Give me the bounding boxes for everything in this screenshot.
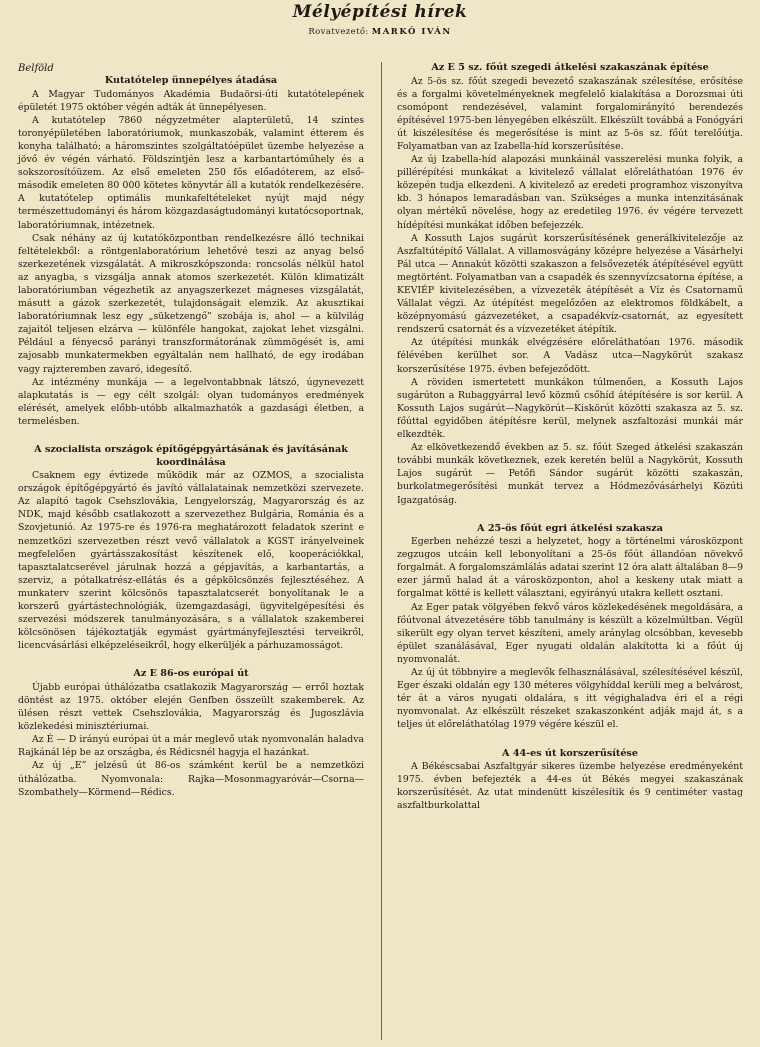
article-heading: Az E 86-os európai út [133,668,249,680]
editor-label: Rovatvezető: [308,27,369,37]
article-paragraph: Az új „E” jelzésű út 86-os számként kerül be a nemzetközi úthálózatba. Nyomvonala: Rajka—Mosonmagyaróvár—Csorna—Szombathely—Körmend—Rédics. [18,760,364,798]
article-paragraph: A Magyar Tudományos Akadémia Budaörsi-úti kutatótelepének épületét 1975 október végén adták át ünnepélyesen. [18,88,364,113]
article-kutatotelep [18,75,364,428]
article-paragraph: Az új út többnyire a meglevők felhasználásával, szélesítésével készül, Eger északi oldalán egy 130 méteres völgyhíddal kerüli meg a belvárost, tér át a város nyugati oldalára, s itt végighaladva éri el a régi nyomvonalat. Az elkészült részeket szakaszonként adják majd át, s a teljes út előreláthatólag 1979 végére készül el. [397,667,743,731]
article-paragraph: Az Eger patak völgyében fekvő város közlekedésének megoldására, a főútvonal átvezetésére több tanulmány is készült a közelmúltban. Végül sikerült egy olyan tervet készíteni, amely aránylag olcsóbban, kevesebb épület szanálásával, Eger nyugati oldalán alakította ki a főút új nyomvonalát. [397,601,743,665]
article-heading: Kutatótelep ünnepélyes átadása [104,75,278,87]
article-paragraph: A kutatótelep 7860 négyzetméter alapterületű, 14 szintes toronyépületében laboratóriumok, munkaszobák, valamint étterem és konyha található; a háromszintes szolgáltatóépület üzembe helyezése a jövő év végén várható. Földszintjén lesz a karbantartóműhely és a sokszorosítóüzem. Az első emeleten 250 fős előadóterem, az első-második emeleten 80 000 kötetes könyvtár áll a kutatók rendelkezésére. A kutatótelep optimális munkafeltételeket nyújt majd négy természettudományi és három közgazdaságtudományi kutatócsoportnak, laboratóriumnak, intézetnek. [18,114,364,231]
article-paragraph: A röviden ismertetett munkákon túlmenően, a Kossuth Lajos sugárúton a Rubaggyárral levő közmű csőhíd átépítésére is sor kerül. A Kossuth Lajos sugárút—Nagykörút—Kiskörút közötti szakasza az 5. sz. főúttal egyidőben átépítésre kerül, melynek aszfaltozási munkái már elkezdték. [397,376,743,441]
editor-name: MARKÓ IVÁN [371,27,452,37]
right-column [397,62,743,812]
article-paragraph: Az É — D irányú európai út a már meglevő utak nyomvonalán haladva Rajkánál lép be az országba, és Rédicsnél hagyja el hazánkat. [18,734,364,759]
article-paragraph: Újabb európai úthálózatba csatlakozik Magyarország — erről hoztak döntést az 1975. október elején Genfben összeült szakemberek. Az ülésen részt vettek Csehszlovákia, Magyarország és Jugoszlávia közlekedési minisztériumai. [18,681,364,733]
article-paragraph: Egerben nehézzé teszi a helyzetet, hogy a történelmi városközpont zegzugos utcáin kell lebonyolítani a 25-ös főút állandóan növekvő forgalmát. A forgalomszámlálás adatai szerint 12 óra alatt általában 8—9 ezer jármű halad át a városközponton, ahol a keskeny utak miatt a forgalmat kötté is kellett választani, egyirányú utakra kellett osztani. [397,536,743,600]
article-e5-szeged [397,62,743,507]
article-paragraph: Csak néhány az új kutatóközpontban rendelkezésre álló technikai feltételekből: a röntgenlaboratórium lehetővé teszi az anyag belső szerkezetének vizsgálatát. A mikroszkópszonda: roncsolás nélkül hatol az anyagba, s vizsgálja annak atomos szerkezetét. Külön klimatizált laboratóriumban végezhetik az anyagszerkezet mágneses vizsgálatát, másutt a gázok szerkezetét, tulajdonságait elemzik. Az akusztikai laboratóriumnak lesz egy „süketzengő” szobája is, ahol — a külvilág zajaitól teljesen elzárva — különféle hangokat, zajokat lehet vizsgálni. Például a fényecső parányi transzformátorának zümmögését is, ami zajosabb munkatermekben egyáltalán nem hallható, de egy irodában vagy rajzteremben zavaró, idegesítő. [18,232,364,375]
left-column [18,62,364,799]
page-title: Mélyépítési hírek [292,2,468,22]
article-e86 [18,668,364,798]
article-44 [397,748,743,813]
masthead [0,2,760,37]
section-label: Belföld [18,63,54,74]
article-paragraph: Az 5-ös sz. főút szegedi bevezető szakaszának szélesítése, erősítése és a forgalmi követelményeknek megfelelő kialakítása a Dorozsmai úti csomópont rendezésével, valamint forgalomirányító berendezés építésével 1975-ben lényegében elkészült. Elkészült továbbá a Fonógyári út kiszélesítése és megerősítése is mint az 5-ös sz. főút terelőútja. Folyamatban van az Izabella-híd korszerűsítése. [397,75,743,152]
article-paragraph: Az új Izabella-híd alapozási munkáinál vasszerelési munka folyik, a pillérépítési munkákat a kivitelező vállalat előreláthatóan 1976 év közepén tudja elkezdeni. A kivitelező az eredeti programhoz viszonyítva kb. 3 hónapos lemaradásban van. Szükséges a munka intenzitásának olyan mértékű növelése, hogy az eredetileg 1976. év végére tervezett hídépítési munkákat időben befejezzék. [397,154,743,231]
article-paragraph: A Kossuth Lajos sugárút korszerűsítésének generálkivitelezője az Aszfaltútépítő Vállalat. A villamosvágány középre helyezése a Vásárhelyi Pál utca — Annakút közötti szakaszon a felsővezeték átépítésével együtt megtörtént. Folyamatban van a csapadék és szennyvízcsatorna építése, a KEVIÉP kivitelezésében, a vízvezeték átépítését a Víz és Csatornamű Vállalat végzi. Az útépítést megelőzően az elektromos földkábelt, a középnyomású gázvezetéket, a csapadékvíz-csatornát, az egyesített rendszerű csatornát és a vízvezetéket átépítik. [397,232,743,336]
article-paragraph: Az útépítési munkák elvégzésére előreláthatóan 1976. második félévében kerülhet sor. A Vadász utca—Nagykörút szakasz korszerűsítése 1975. évben befejeződött. [397,337,743,375]
article-heading: A 44-es út korszerűsítése [502,747,638,759]
article-epitogepgyartas [18,444,364,652]
article-heading: A 25-ös főút egri átkelési szakasza [477,522,663,534]
article-paragraph: Csaknem egy évtizede működik már az OZMOS, a szocialista országok építőgépgyártó és javító vállalatainak nemzetközi szervezete. Az alapító tagok Csehszlovákia, Lengyelország, Magyarország és az NDK, majd később csatlakozott a szervezethez Bulgária, Románia és a Szovjetunió. Az 1975-re és 1976-ra meghatározott feladatok szerint e nemzetközi szervezetben részt vevő vállalatok a KGST irányelveinek megfelelően gyártásszakosítást készítenek elő, kooperációkkal, tapasztalatcserével járulnak hozzá a gépjavítás, a karbantartás, a szerviz, a pótalkatrész-ellátás és a gépkölcsönzés fejlesztéséhez. A munkaterv szerint kölcsönös tapasztalatcserét bonyolítanak le a korszerű gyártástechnológiák, üzemgazdasági, ügyvitelgépesítési és szervezési módszerek tanulmányozására, s a vállalatok szakemberei kölcsönösen tájékoztatják egymást gyártmányfejlesztési terveikről, licencvásárlási elképzeléseikről, hogy elkerüljék a párhuzamosságot. [18,470,364,652]
article-paragraph: A Békéscsabai Aszfaltgyár sikeres üzembe helyezése eredményeként 1975. évben befejezték a 44-es út Békés megyei szakaszának korszerűsítését. Az utat mindenütt kiszélesítik és 9 centiméter vastag aszfaltburkolattal [397,761,743,812]
article-paragraph: Az intézmény munkája — a legelvontabbnak látszó, úgynevezett alapkutatás is — egy célt szolgál: olyan tudományos eredmények elérését, amelyek előbb-utóbb alkalmazhatók a gazdasági életben, a termelésben. [18,376,364,427]
article-paragraph: Az elkövetkezendő években az 5. sz. főút Szeged átkelési szakaszán további munkák következnek, ezek keretén belül a Nagykörút, Kossuth Lajos sugárút — Petőfi Sándor sugárút közötti szakaszán, burkolatmegerősítési munkát tervez a Hódmezővásárhelyi Közúti Igazgatóság. [397,442,743,506]
column-divider [381,62,382,1040]
article-heading: Az E 5 sz. főút szegedi átkelési szakaszának építése [431,62,709,73]
article-heading: A szocialista országok építőgépgyártásának és javításának koordinálása [34,444,348,468]
article-25-eger [397,523,743,732]
editor-line [0,27,760,37]
